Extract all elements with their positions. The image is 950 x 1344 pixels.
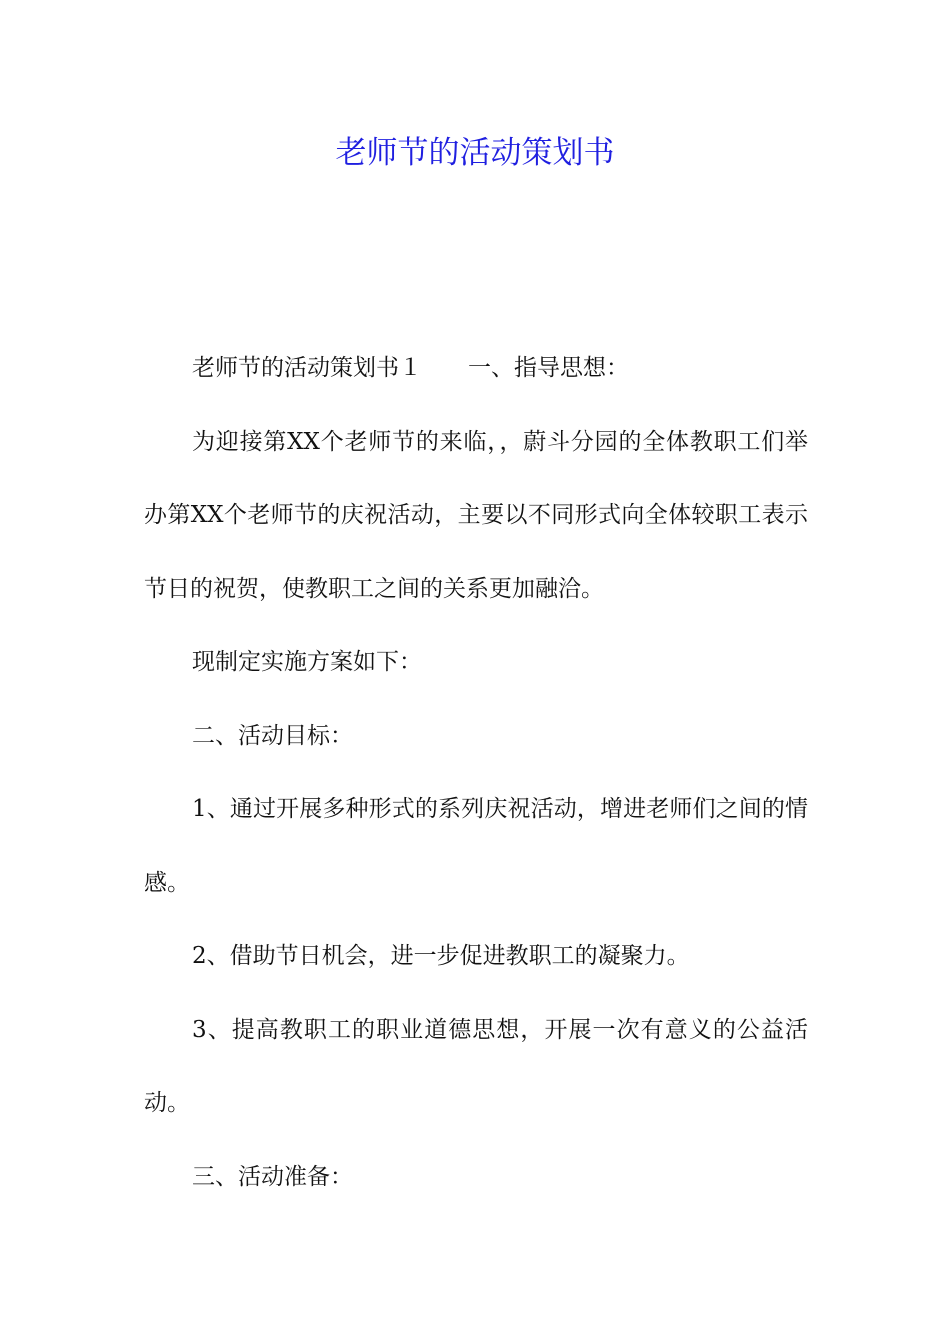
paragraph-intro: 为迎接第XX个老师节的来临，，蔚斗分园的全体教职工们举办第XX个老师节的庆祝活动，主要以不同形式向全体较职工表示节日的祝贺，使教职工之间的关系更加融洽。 <box>144 428 808 602</box>
section-heading-2: 二、活动目标： <box>192 722 353 749</box>
paragraph-goal-1: 1、通过开展多种形式的系列庆祝活动，增进老师们之间的情感。 <box>144 796 808 896</box>
subtitle-text: 老师节的活动策划书１ <box>192 355 422 381</box>
paragraph-goal-3: 3、提高教职工的职业道德思想，开展一次有意义的公益活动。 <box>144 1016 808 1116</box>
section-heading-3: 三、活动准备： <box>192 1163 353 1190</box>
paragraph-heading-line <box>144 332 808 406</box>
document-title: 老师节的活动策划书 <box>335 135 615 171</box>
document-body <box>144 332 808 1214</box>
paragraph-plan: 现制定实施方案如下： <box>192 649 422 675</box>
paragraph-goal-2: 2、借助节日机会，进一步促进教职工的凝聚力。 <box>192 943 690 969</box>
section-heading-1: 一、指导思想： <box>468 355 629 381</box>
